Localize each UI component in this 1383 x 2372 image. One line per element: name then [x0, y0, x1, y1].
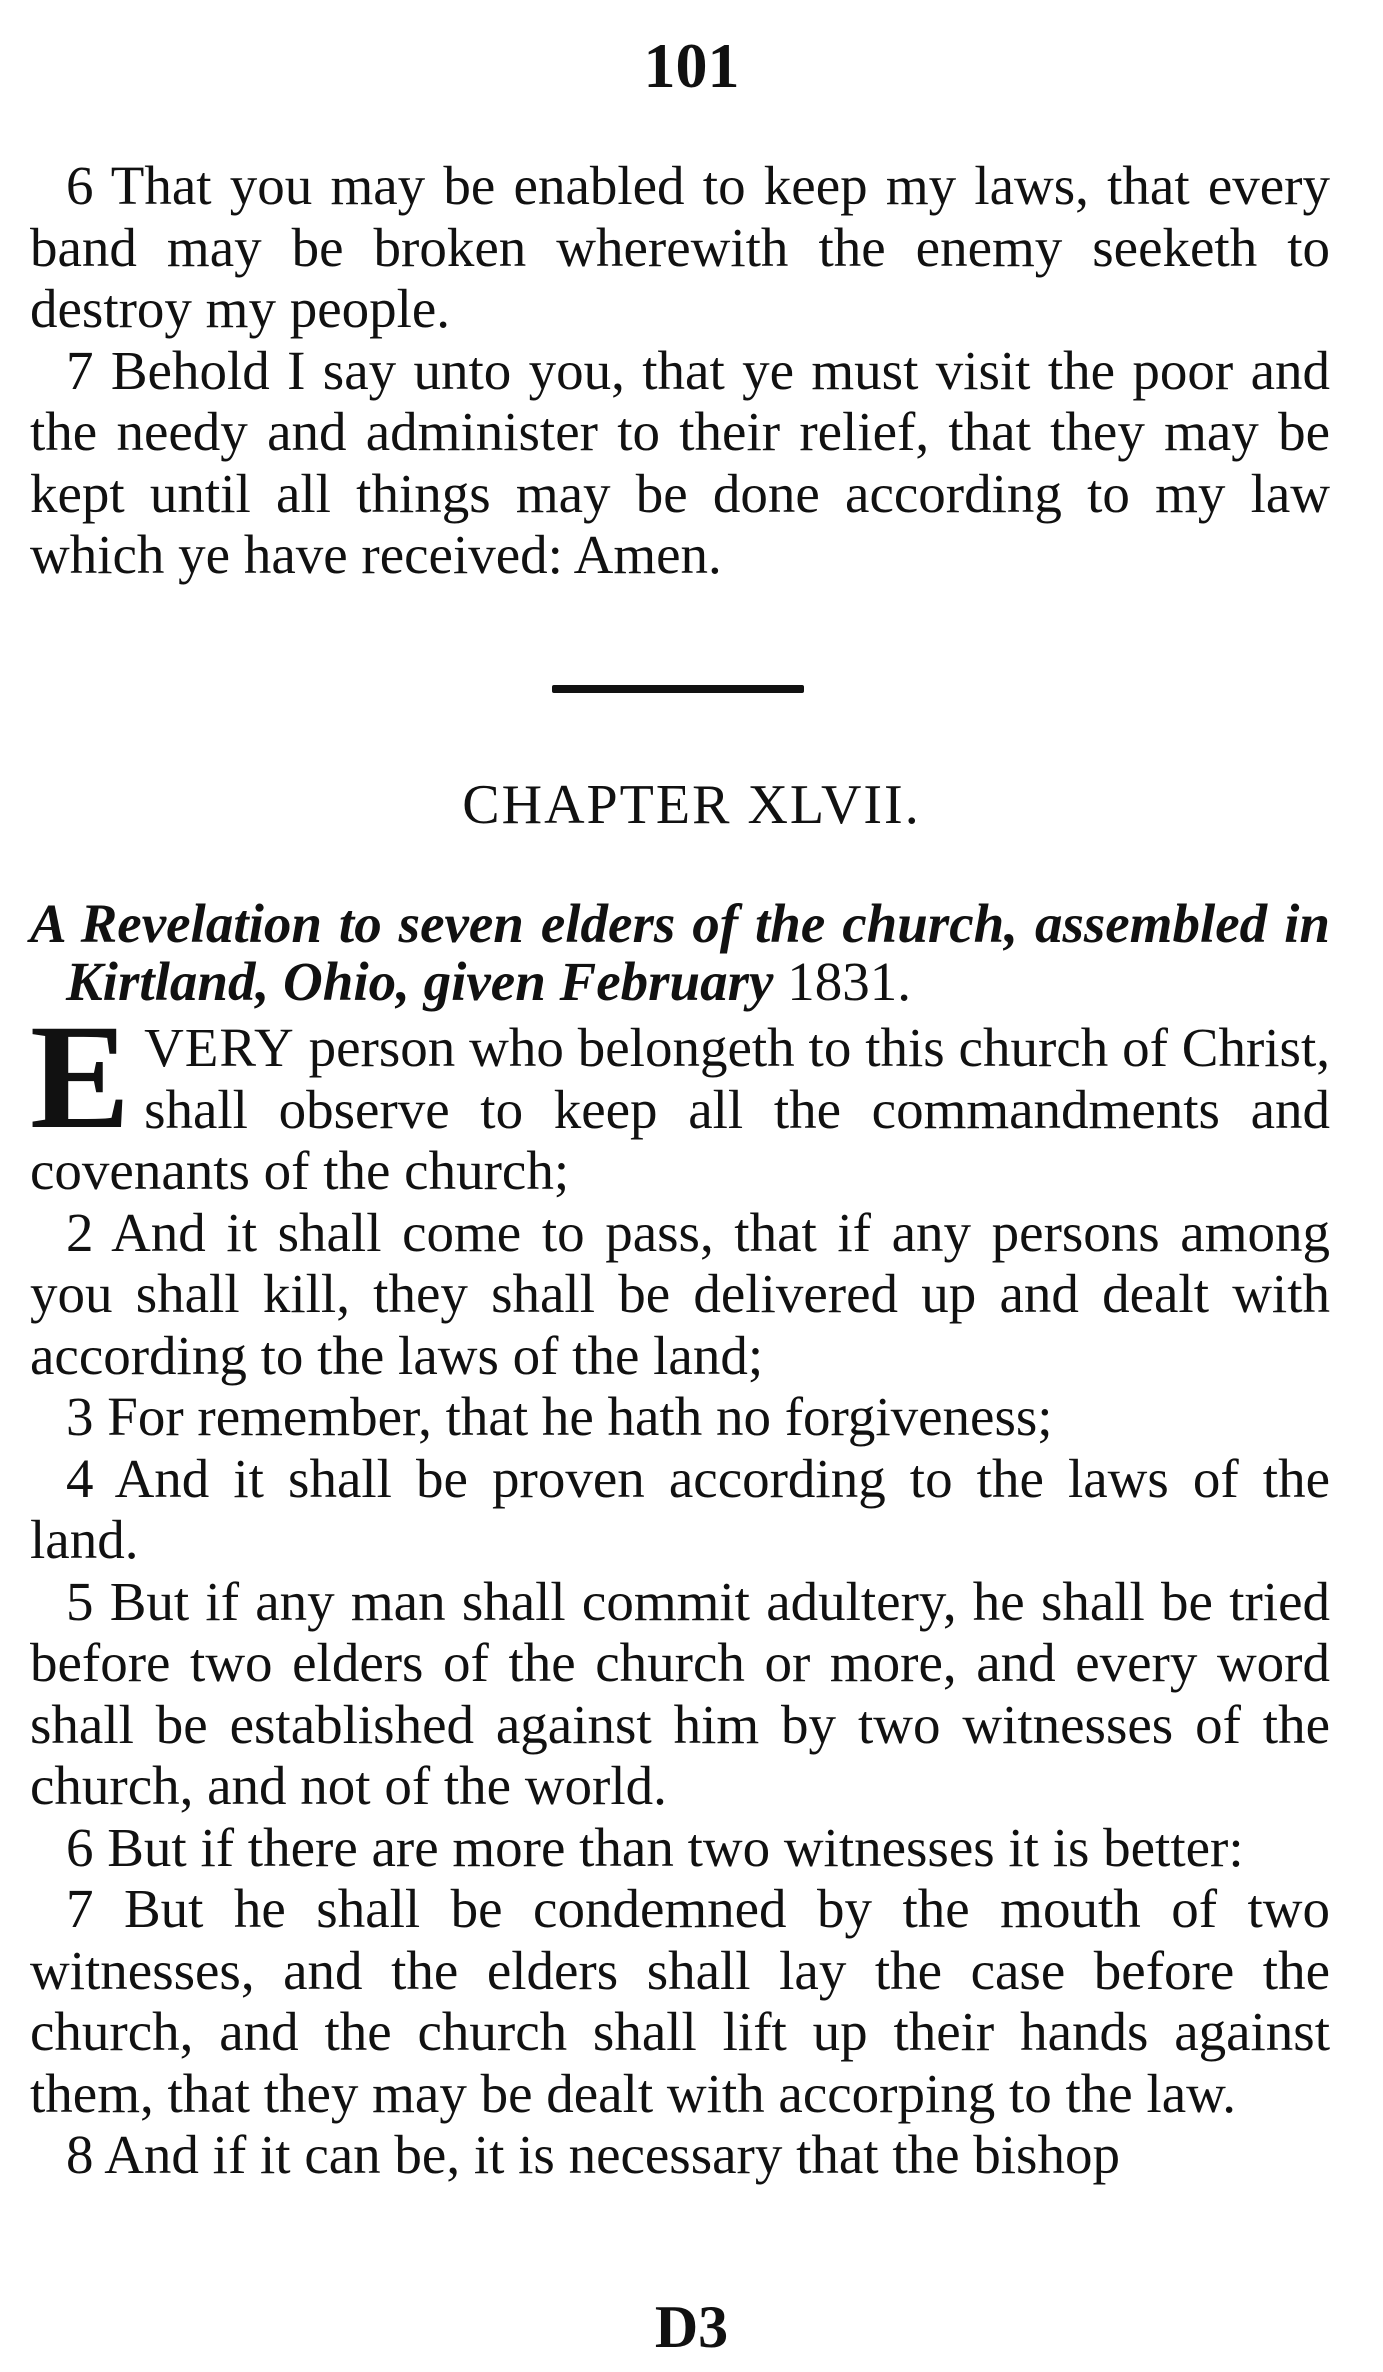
verse-8: 8 And if it can be, it is necessary that the bishop [66, 2124, 1120, 2185]
verse-6: 6 But if there are more than two witnesses it is better: [66, 1816, 1244, 1878]
summary-year: 1831. [787, 951, 911, 1012]
verse-5: 5 But if any man shall commit adultery, he shall be tried before two elders of the church or more, and every word shall be established against him by two witnesses of the church, and not of the world. [30, 1570, 1330, 1816]
chapter-heading: CHAPTER XLVII. [462, 774, 921, 836]
verse-1-opening-word: VERY [144, 1017, 295, 1078]
chapter-summary [30, 895, 1330, 1011]
verse-1 [30, 994, 1330, 1202]
summary-text: A Revelation to seven elders of the church, assembled in Kirtland, Ohio, given February [30, 893, 1330, 1012]
printer-signature-mark: D3 [654, 2294, 729, 2360]
verse-2: 2 And it shall come to pass, that if any persons among you shall kill, they shall be delivered up and dealt with according to the laws of the land; [30, 1201, 1330, 1386]
verse-7: 7 But he shall be condemned by the mouth of two witnesses, and the elders shall lay the case before the church, and the church shall lift up their hands against them, that they may be dealt with accorping to the law. [30, 1878, 1330, 2124]
chapter-text [30, 994, 1330, 2186]
verse-3: 3 For remember, that he hath no forgiveness; [66, 1386, 1053, 1447]
preceding-chapter-text [30, 155, 1330, 586]
verse-4: 4 And it shall be proven according to the laws of the land. [30, 1447, 1330, 1570]
page-number: 101 [643, 30, 740, 101]
section-divider [552, 685, 804, 693]
verse-6: 6 That you may be enabled to keep my laws, that every band may be broken wherewith the enemy seeketh to destroy my people. [30, 155, 1330, 339]
verse-7: 7 Behold I say unto you, that ye must visit the poor and the needy and administer to their relief, that they may be kept until all things may be done according to my law which ye have received: Amen. [30, 339, 1330, 585]
verse-1-text: person who belongeth to this church of Christ, shall observe to keep all the commandments and covenants of the church; [30, 1017, 1330, 1201]
drop-cap-letter: E [30, 994, 131, 1160]
